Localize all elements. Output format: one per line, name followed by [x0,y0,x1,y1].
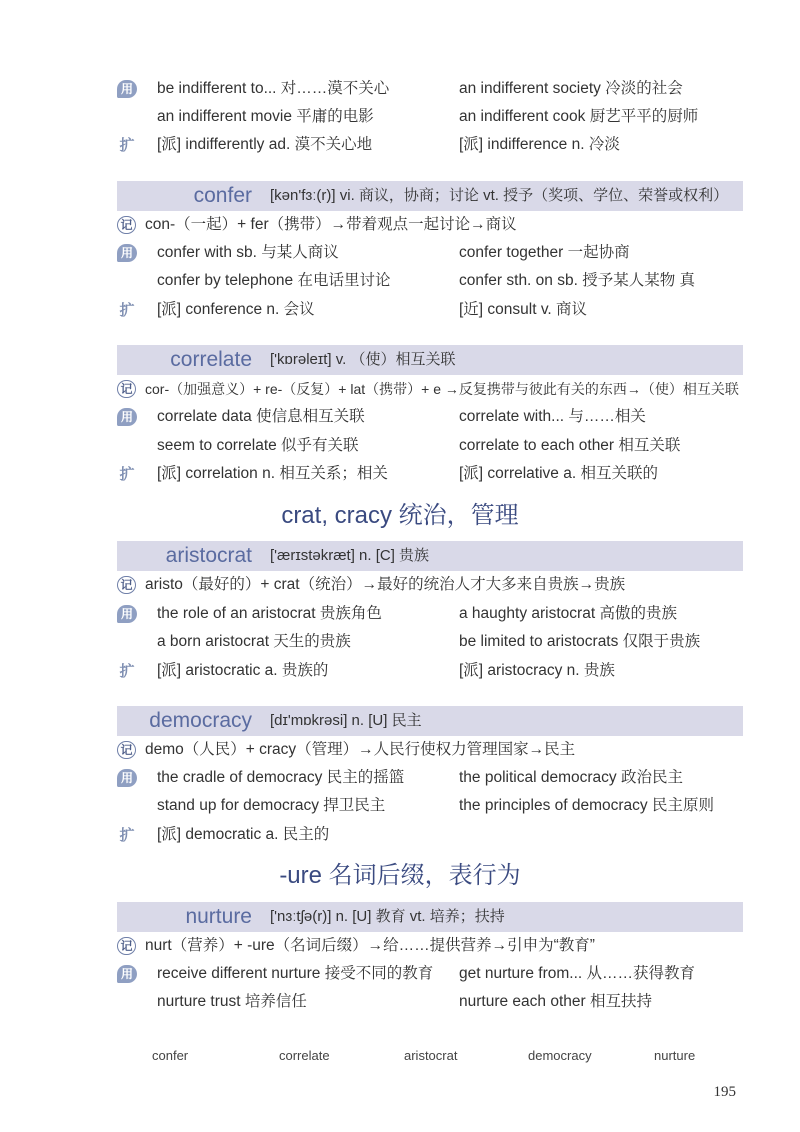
usage-left: confer with sb. 与某人商议 [157,244,339,261]
footer-word: nurture [654,1048,696,1063]
derivation-row [0,296,800,324]
memory-row [0,571,800,599]
usage-left: a born aristocrat 天生的贵族 [157,633,351,650]
usage-left: seem to correlate 似乎有关联 [157,437,359,454]
usage-row [0,432,800,460]
usage-row [0,628,800,656]
usage-left: nurture trust 培养信任 [157,993,307,1010]
usage-left: correlate data 使信息相互关联 [157,408,365,425]
definition: [dɪ'mɒkrəsi] n. [U] 民主 [270,712,422,729]
usage-right: the political democracy 政治民主 [459,769,683,786]
memory-icon: 记 [117,576,136,594]
entry-header-nurture [117,902,743,932]
usage-right: a haughty aristocrat 高傲的贵族 [459,605,677,622]
etymology: aristo（最好的）+ crat（统治）→最好的统治人才大多来自贵族→贵族 [145,576,626,593]
expand-icon: 扩 [119,826,135,844]
usage-right: nurture each other 相互扶持 [459,993,652,1010]
etymology: nurt（营养）+ -ure（名词后缀）→给……提供营养→引申为“教育” [145,937,595,954]
usage-right: an indifferent cook 厨艺平平的厨师 [459,108,699,125]
entry-header-confer [117,181,743,211]
headword: confer [193,184,252,207]
usage-row [0,988,800,1016]
memory-row [0,736,800,764]
memory-icon: 记 [117,216,136,234]
definition: [kən'fɜː(r)] vi. 商议，协商；讨论 vt. 授予（奖项、学位、荣誉或权利） [270,187,729,204]
usage-icon: 用 [117,965,137,983]
usage-row [0,239,800,267]
footer-word: correlate [279,1048,330,1063]
usage-right: correlate with... 与……相关 [459,408,646,425]
derivation-row [0,821,800,849]
etymology: demo（人民）+ cracy（管理）→人民行使权力管理国家→民主 [145,741,576,758]
usage-row [0,103,800,131]
usage-right: get nurture from... 从……获得教育 [459,965,695,982]
usage-icon: 用 [117,408,137,426]
memory-icon: 记 [117,937,136,955]
expand-icon: 扩 [119,136,135,154]
derivation-left: [派] conference n. 会议 [157,301,315,318]
usage-row [0,764,800,792]
entry-header-aristocrat [117,541,743,571]
usage-row [0,75,800,103]
derivation-left: [派] correlation n. 相互关系；相关 [157,465,388,482]
usage-left: stand up for democracy 捍卫民主 [157,797,386,814]
section-title: crat, cracy 统治，管理 [281,502,519,529]
headword: nurture [185,905,252,928]
section-title: -ure 名词后缀，表行为 [279,862,521,889]
expand-icon: 扩 [119,662,135,680]
etymology: cor-（加强意义）+ re-（反复）+ lat（携带）+ e →反复携带与彼此有关的东西→（使）相互关联 [145,381,739,397]
usage-right: confer sth. on sb. 授予某人某物 真 [459,272,696,289]
usage-left: the role of an aristocrat 贵族角色 [157,605,382,622]
usage-row [0,403,800,431]
page-number: 195 [713,1084,736,1100]
expand-icon: 扩 [119,301,135,319]
footer-word: aristocrat [404,1048,458,1063]
definition: ['ærɪstəkræt] n. [C] 贵族 [270,547,430,564]
derivation-right: [派] indifference n. 冷淡 [459,136,620,153]
usage-left: an indifferent movie 平庸的电影 [157,108,374,125]
derivation-left: [派] indifferently ad. 漠不关心地 [157,136,373,153]
derivation-right: [近] consult v. 商议 [459,301,588,318]
usage-left: be indifferent to... 对……漠不关心 [157,80,390,97]
derivation-left: [派] aristocratic a. 贵族的 [157,662,329,679]
usage-right: an indifferent society 冷淡的社会 [459,80,683,97]
expand-icon: 扩 [119,465,135,483]
usage-icon: 用 [117,605,137,623]
usage-row [0,792,800,820]
memory-row [0,932,800,960]
memory-icon: 记 [117,380,136,398]
derivation-right: [派] correlative a. 相互关联的 [459,465,658,482]
headword: correlate [170,348,252,371]
derivation-row [0,657,800,685]
usage-icon: 用 [117,244,137,262]
usage-row [0,267,800,295]
memory-row [0,211,800,239]
derivation-left: [派] democratic a. 民主的 [157,826,330,843]
etymology: con-（一起）+ fer（携带）→带着观点一起讨论→商议 [145,216,517,233]
definition: ['kɒrəleɪt] v. （使）相互关联 [270,351,456,368]
usage-row [0,600,800,628]
footer-word: democracy [528,1048,592,1063]
usage-icon: 用 [117,769,137,787]
footer-word-list [117,1043,743,1069]
usage-left: confer by telephone 在电话里讨论 [157,272,391,289]
derivation-row [0,131,800,159]
usage-right: confer together 一起协商 [459,244,630,261]
entry-header-correlate [117,345,743,375]
footer-word: confer [152,1048,189,1063]
usage-left: the cradle of democracy 民主的摇篮 [157,769,405,786]
memory-row [0,375,800,403]
definition: ['nɜːtʃə(r)] n. [U] 教育 vt. 培养；扶持 [270,908,505,925]
derivation-row [0,460,800,488]
usage-right: correlate to each other 相互关联 [459,437,681,454]
headword: aristocrat [165,544,252,567]
usage-left: receive different nurture 接受不同的教育 [157,965,434,982]
usage-row [0,960,800,988]
headword: democracy [149,709,252,732]
entry-header-democracy [117,706,743,736]
derivation-right: [派] aristocracy n. 贵族 [459,662,615,679]
usage-right: be limited to aristocrats 仅限于贵族 [459,633,701,650]
memory-icon: 记 [117,741,136,759]
usage-icon: 用 [117,80,137,98]
usage-right: the principles of democracy 民主原则 [459,797,714,814]
